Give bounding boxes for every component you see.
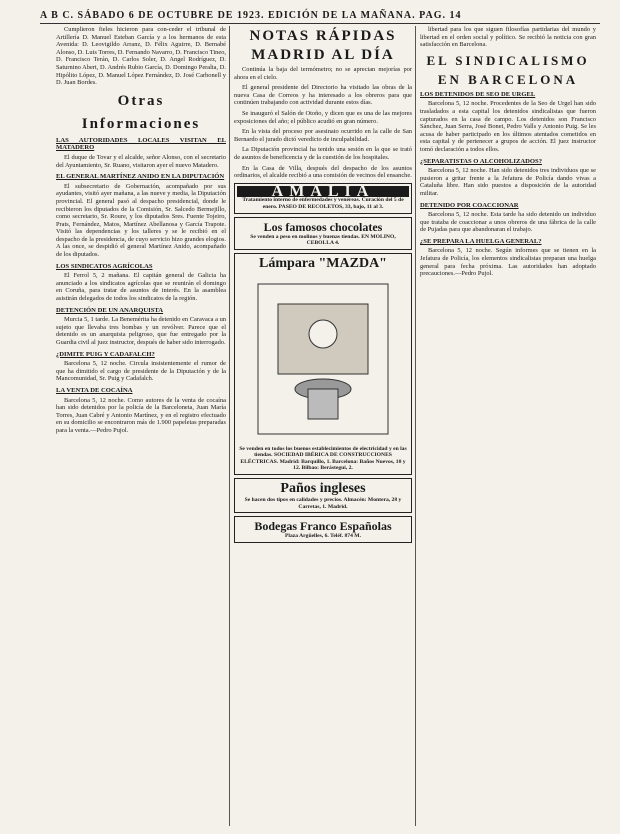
article-body: La Diputación provincial ha tenido una sesión en la que se trató de asuntos de beneficencia y de la cuestión de los hospitales.: [234, 146, 412, 161]
ad-panos-text: Se hacen dos tipos en calidades y precios. Almacén: Montera, 28 y Carretas, 1. Madrid.: [244, 497, 402, 510]
article-body: Se inauguró el Salón de Otoño, y dicen que es una de las mejores exposiciones del año; el público acudió en gran número.: [234, 109, 412, 125]
article-body: El Ferrol 5, 2 mañana. El capitán general de Galicia ha anunciado a los sindicatos agrícolas que se reunirán el domingo en Coruña, para tratar de asuntos de interés. En la asamblea asistirán delegados de todos los sindicatos de la región.: [56, 272, 226, 303]
section-title-informaciones: Informaciones: [81, 115, 201, 132]
ad-amalia-title: AMALIA: [237, 186, 409, 198]
column-rule: [415, 26, 416, 826]
intro-paragraph: libertad para los que siguen filosofías partidarias del mundo y libertad en el orden social y político. Se recibió la noticia con gran satisfacción en Barcelona.: [420, 26, 596, 49]
section-title-sindicalismo: EL SINDICALISMO: [426, 52, 590, 68]
ad-panos-title: Paños ingleses: [280, 481, 366, 497]
ad-mazda: [234, 253, 412, 475]
ad-mazda-title: Lámpara "MAZDA": [259, 255, 387, 271]
section-title-barcelona: EN BARCELONA: [437, 71, 579, 87]
article-heading: LOS DETENIDOS DE SEO DE URGEL: [420, 90, 536, 98]
article-body: Barcelona 5, 12 noche. Según informes que se tienen en la Jefatura de Policía, los elementos sindicalistas preparan una huelga general para fecha próxima. Las autoridades han adoptado precauciones.—Pedro Pujol.: [420, 247, 596, 278]
article-body: Barcelona 5, 12 noche. Circula insistentemente el rumor de que ha dimitido el cargo de presidente de la Diputación y de la Mancomunidad, Sr. Puig y Cadafalch.: [56, 360, 226, 383]
article-body: Barcelona 5, 12 noche. Han sido detenidos tres individuos que se pusieron a gritar frente a la Jefatura de Policía dando vivas a Cataluña libre. Han sido puestos a disposición de la autoridad militar.: [420, 167, 596, 197]
article-heading: ¿DIMITE PUIG Y CADAFALCH?: [56, 350, 155, 358]
lamp-icon: [237, 274, 409, 444]
column-middle: [234, 26, 412, 831]
article-heading: LAS AUTORIDADES LOCALES VISITAN EL MATADERO: [56, 136, 226, 152]
ad-chocolates: [234, 217, 412, 250]
ad-chocolates-title: Los famosos chocolates: [263, 219, 383, 234]
article-body: El subsecretario de Gobernación, acompañado por sus ayudantes, visitó ayer mañana, a las nueve y media, la Diputación provincial. El general pasó al despacho presidencial, donde le recibieron los diputados de la Comisión, Sr. Salcedo Bermejillo, como secretario, Sr. Roure, y los diputados Sres. Fuente Tojeiro, Prats, Fernández, Matos, Martínez Abellanosa y García Trapote. Visitó las dependencias y los talleres y se le recibió en el despacho de la presidencia, de cuyo servicio hizo grandes elogios. A las once, se despidió el general Martínez Anido, acompañado de los diputados.: [56, 182, 226, 259]
article-body: El duque de Tovar y el alcalde, señor Alonso, con el secretario del Ayuntamiento, Sr. Ruano, visitaron ayer el nuevo Matadero.: [56, 153, 226, 169]
article-body: En la Casa de Villa, después del despacho de los asuntos ordinarios, el alcalde recibió a una comisión de vecinos del ensanche.: [234, 164, 412, 180]
ad-bodegas-text: Plaza Argüelles, 6. Teléf. 874 M.: [285, 533, 361, 540]
article-heading: ¿SE PREPARA LA HUELGA GENERAL?: [420, 237, 542, 245]
ad-mazda-text: Se venden en todos los buenos establecimientos de electricidad y en las tiendas. SOCIEDAD IBÉRICA DE CONSTRUCCIONES ELÉCTRICAS. Madrid: Barquillo, 1. Barcelona: Baños Nuevos, 10 y 12. Bilbao: Berástegui, 2.: [239, 445, 407, 472]
column-left: [56, 26, 226, 831]
article-heading: ¿SEPARATISTAS O ALCOHOLIZADOS?: [420, 157, 543, 165]
ad-bodegas: [234, 516, 412, 543]
ad-panos: [234, 478, 412, 513]
article-heading: LA VENTA DE COCAÍNA: [56, 386, 133, 394]
article-heading: DETENCIÓN DE UN ANARQUISTA: [56, 306, 164, 314]
article-body: Barcelona 5, 12 noche. Como autores de la venta de cocaína han sido detenidos por la policía de la Barceloneta, Juan María Torres, Juan Cabré y Antonio Martínez, y en el registro efectuado en su domicilio se encontraron más de 1.900 papeletas preparadas para la venta.—Pedro Pujol.: [56, 396, 226, 434]
page-header: A B C. SÁBADO 6 DE OCTUBRE DE 1923. EDICIÓN DE LA MAÑANA. PAG. 14: [40, 10, 600, 24]
column-rule: [229, 26, 230, 826]
intro-paragraph: Cumplieron fieles hicieron para con-ceder el tribunal de Artillería D. Manuel Esteban García y a los hermanos de esta Avenida: D. Leovigildo Arranz, D. Félix Aguirre, D. Bernabé Alonso, D. Luis Torres, D. Fernando Navarro, D. Francisco Tineo, D. Francisco Terán, D. Carlos Soler, D. Angel Rodríguez, D. Saturnino Abert, D. Andrés Rubio García, D. Domingo Peralta, D. Hipólito López, D. Manuel López Fernández, D. José Carbonell y D. Juan Bordes.: [56, 26, 226, 87]
article-body: Continúa la baja del termómetro; no se aprecian mejorías por ahora en el cielo.: [234, 66, 412, 81]
column-right: [420, 26, 596, 831]
article-heading: LOS SINDICATOS AGRÍCOLAS: [56, 262, 153, 270]
section-title-otras: Otras: [117, 92, 165, 109]
article-body: El general presidente del Directorio ha visitado las obras de la nueva Casa de Correos y ha interesado a los obreros para que continúen trabajando con actividad durante estos días.: [234, 84, 412, 107]
section-title-notas: NOTAS RÁPIDAS: [249, 28, 397, 44]
ad-chocolates-text: Se venden a peso en molinos y buenas tiendas. EN MOLINO, CEBOLLA 4.: [250, 233, 396, 247]
article-body: Murcia 5, 1 tarde. La Benemérita ha detenido en Caravaca a un sujeto que llevaba tres bombas y un revólver. Parece que el detenido es un anarquista peligroso, que fue entregado por la Guardia civil al juez instructor, después de haber sido interrogado.: [56, 316, 226, 346]
ad-bodegas-title: Bodegas Franco Españolas: [254, 519, 392, 534]
article-heading: DETENIDO POR COACCIONAR: [420, 201, 519, 209]
ad-amalia-text: Tratamiento interno de enfermedades y venéreas. Curación del 5 de enero. PASEO DE RECOLETOS, 33, bajo, 11 al 3.: [242, 197, 404, 210]
lamp-illustration: [237, 274, 409, 444]
section-title-madrid: MADRID AL DÍA: [251, 47, 395, 63]
article-body: Barcelona 5, 12 noche. Esta tarde ha sido detenido un individuo que trataba de coaccionar a unos obreros de una fábrica de la calle de Pujadas para que abandonaran el trabajo.: [420, 211, 596, 234]
article-body: En la vista del proceso por asesinato ocurrido en la calle de San Bernardo el jurado dictó veredicto de inculpabilidad.: [234, 128, 412, 143]
article-body: Barcelona 5, 12 noche. Procedentes de la Seo de Urgel han sido trasladados a esta capital los detenidos sindicalistas que fueron capturados en la casa de campo. Los detenidos son Francisco Sánchez, Juan Serra, José Bonet, Pedro Valls y Antonio Puig. Se les acusa de haber participado en los últimos atentados cometidos en esta capital y de pertenecer a grupos de acción. El juez instructor tomó declaración a todos ellos.: [420, 100, 596, 153]
ad-amalia: [234, 183, 412, 214]
article-heading: EL GENERAL MARTÍNEZ ANIDO EN LA DIPUTACIÓN: [56, 173, 225, 181]
